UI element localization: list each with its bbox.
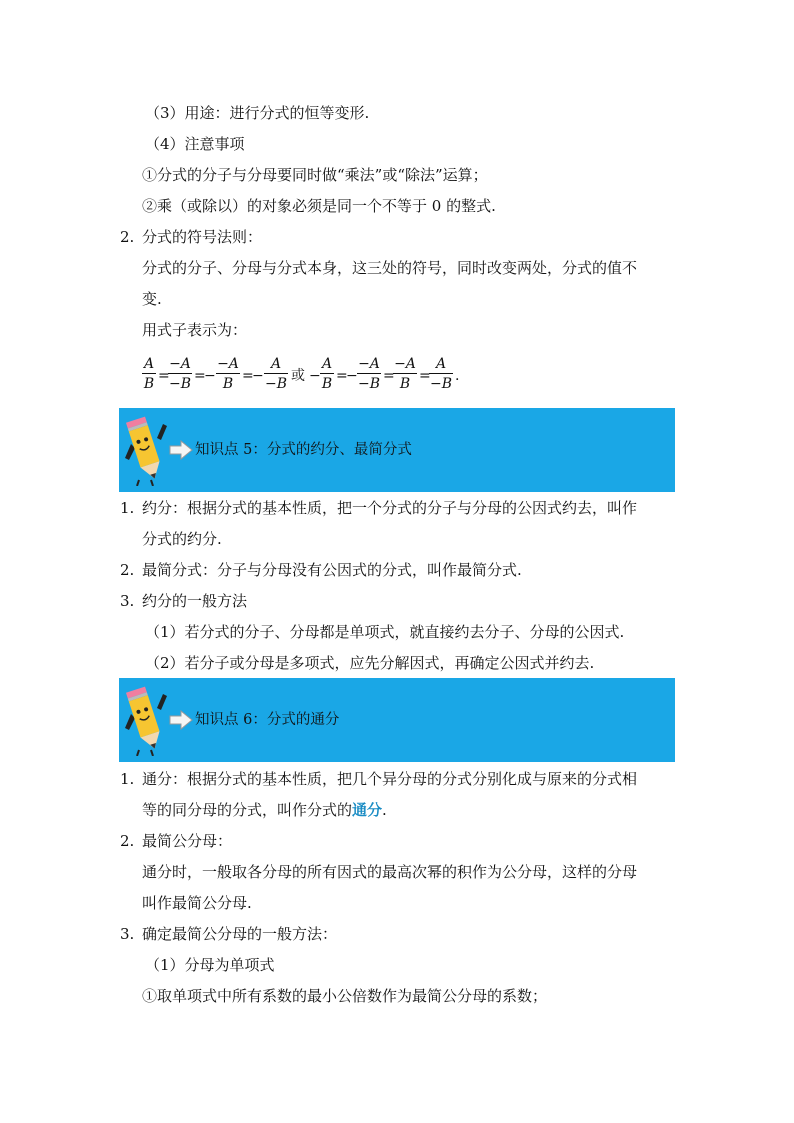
sign-rule-paragraph: 分式的分子、分母与分式本身，这三处的符号，同时改变两处，分式的值不 [142, 259, 638, 277]
banner-title: 知识点 6：分式的通分 [195, 712, 340, 728]
lcd-heading: 最简公分母： [142, 832, 233, 850]
reduction-method-2: （2）若分子或分母是多项式，应先分解因式，再确定公因式并约去. [145, 654, 595, 672]
arrow-right-icon [169, 710, 193, 730]
reduction-definition-cont: 分式的约分. [142, 530, 222, 548]
minus-sign: − [346, 368, 358, 384]
notes-heading: （4）注意事项 [145, 135, 245, 153]
highlighted-term: 通分 [352, 801, 383, 819]
fraction: −A −B [358, 356, 381, 392]
sign-rule-title: 分式的符号法则： [142, 228, 263, 246]
usage-line: （3）用途：进行分式的恒等变形. [145, 104, 370, 122]
equals-sign: = [383, 368, 395, 384]
note-item-2: ②乘（或除以）的对象必须是同一个不等于 0 的整式. [142, 197, 496, 215]
note-item-1: ①分式的分子与分母要同时做“乘法”或“除法”运算； [142, 166, 488, 184]
equals-sign: = [242, 368, 254, 384]
lcd-paragraph: 通分时，一般取各分母的所有因式的最高次幂的积作为公分母，这样的分母 [142, 863, 638, 881]
reduction-definition: 约分：根据分式的基本性质，把一个分式的分子与分母的公因式约去，叫作 [142, 499, 638, 517]
fraction: A B [321, 356, 333, 392]
item-number: 1. [120, 770, 135, 788]
sign-rule-paragraph-cont: 变. [142, 290, 162, 308]
knowledge-point-banner-6 [119, 678, 675, 762]
item-number: 2. [120, 832, 135, 850]
minus-sign: − [309, 368, 321, 384]
definition-text: 等的同分母的分式，叫作分式的 [142, 801, 353, 819]
pencil-mascot-icon [123, 684, 169, 756]
period: . [455, 368, 460, 384]
pencil-mascot-icon [123, 414, 169, 486]
simplest-fraction-definition: 最简分式：分子与分母没有公因式的分式，叫作最简分式. [142, 561, 522, 579]
item-number: 2. [120, 228, 135, 246]
arrow-right-icon [169, 440, 193, 460]
fraction: A −B [430, 356, 453, 392]
item-number: 1. [120, 499, 135, 517]
minus-sign: − [252, 368, 264, 384]
fraction: −A B [217, 356, 239, 392]
lcd-paragraph-cont: 叫作最简公分母. [142, 894, 252, 912]
equals-sign: = [158, 368, 170, 384]
lcd-method-1: （1）分母为单项式 [145, 956, 275, 974]
definition-period: . [382, 801, 387, 819]
common-denominator-definition: 通分：根据分式的基本性质，把几个异分母的分式分别化成与原来的分式相 [142, 770, 638, 788]
lcd-method-1-step: ①取单项式中所有系数的最小公倍数作为最简公分母的系数； [142, 987, 548, 1005]
fraction: A −B [265, 356, 288, 392]
knowledge-point-banner-5 [119, 408, 675, 492]
equals-sign: = [194, 368, 206, 384]
formula-intro: 用式子表示为： [142, 321, 248, 339]
item-number: 3. [120, 592, 135, 610]
equals-sign: = [336, 368, 348, 384]
item-number: 2. [120, 561, 135, 579]
reduction-method-heading: 约分的一般方法 [142, 592, 248, 610]
common-denominator-definition-cont [142, 800, 387, 820]
minus-sign: − [204, 368, 216, 384]
fraction: −A −B [169, 356, 192, 392]
reduction-method-1: （1）若分式的分子、分母都是单项式，就直接约去分子、分母的公因式. [145, 623, 625, 641]
fraction: A B [143, 356, 155, 392]
or-word: 或 [291, 368, 305, 384]
lcd-method-heading: 确定最简公分母的一般方法： [142, 925, 338, 943]
fraction: −A B [394, 356, 416, 392]
banner-title: 知识点 5：分式的约分、最简分式 [195, 442, 412, 458]
item-number: 3. [120, 925, 135, 943]
equals-sign: = [419, 368, 431, 384]
